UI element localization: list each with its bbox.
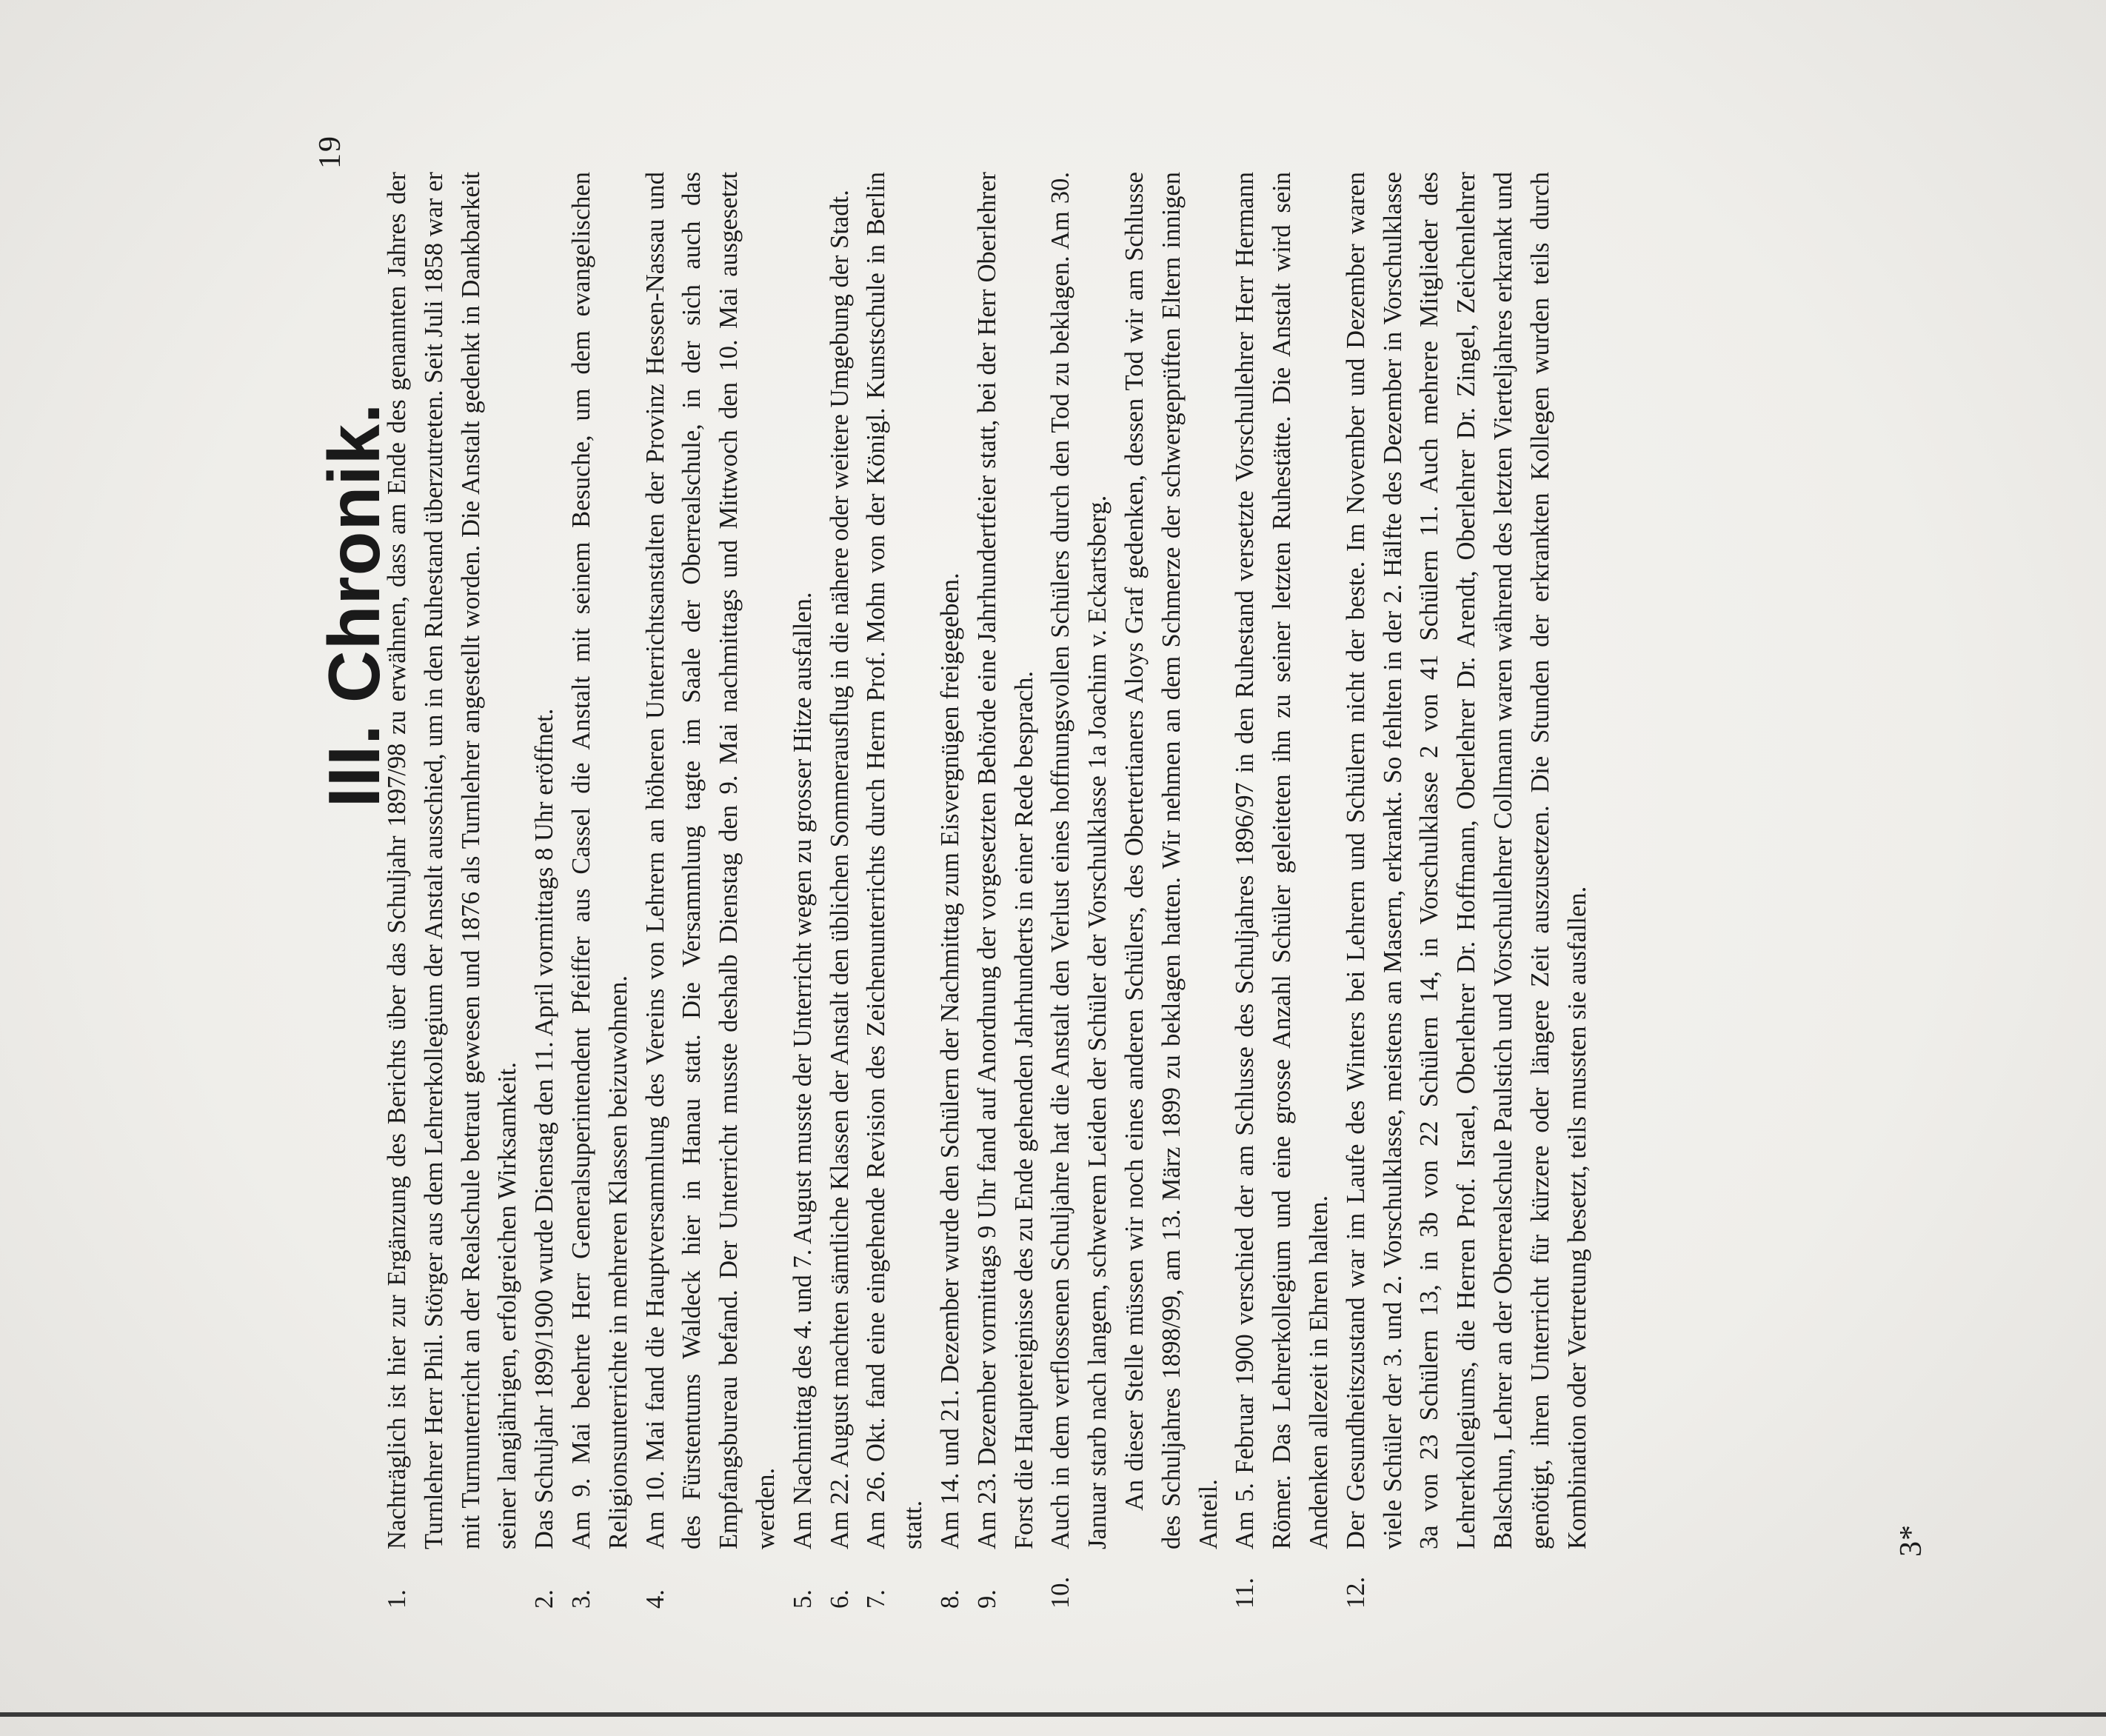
entry-paragraph: Am 5. Februar 1900 verschied der am Schlusse des Schuljahres 1896/97 in den Ruhestand versetzte Vorschullehrer Herr Hermann Römer. Das Lehrerkollegium und eine grosse Anzahl Schüler geleiteten ihn zu seiner letzten Ruhestätte. Die Anstalt wird sein Andenken allezeit in Ehren halten. — [1231, 172, 1333, 1549]
entry-number: 7. — [862, 1589, 891, 1609]
entry-paragraph: Auch in dem verflossenen Schuljahre hat die Anstalt den Verlust eines hoffnungsvollen Schülers durch den Tod zu beklagen. Am 30. Januar starb nach langem, schwerem Leiden der Schüler der Vorschulklasse 1a Joachim v. Eckartsberg. — [1046, 172, 1112, 1549]
chronicle-entry — [932, 172, 969, 1609]
chronicle-entry — [1043, 172, 1227, 1609]
entry-paragraph: Das Schuljahr 1899/1900 wurde Dienstag den 11. April vormittags 8 Uhr eröffnet. — [530, 708, 559, 1549]
entry-paragraph: Am 9. Mai beehrte Herr Generalsuperintendent Pfeiffer aus Cassel die Anstalt mit seinem Besuche, um dem evangelischen Religionsunterrichte in mehreren Klassen beizuwohnen. — [566, 172, 632, 1549]
chronicle-list — [379, 172, 1596, 1609]
chronicle-entry — [822, 172, 859, 1609]
chronicle-entry — [526, 172, 564, 1609]
entry-paragraph: Der Gesundheitszustand war im Laufe des Winters bei Lehrern und Schülern nicht der beste. Im November und Dezember waren viele Schüler der 3. und 2. Vorschulklasse, meistens an Masern, erkrankt. So fehlten in der 2. Hälfte des Dezember in Vorschulklasse 3a von 23 Schülern 13, in 3b von 22 Schülern 14, in Vorschulklasse 2 von 41 Schülern 11. Auch mehrere Mitglieder des Lehrerkollegiums, die Herren Prof. Israel, Oberlehrer Dr. Hoffmann, Oberlehrer Dr. Arendt, Oberlehrer Dr. Zingel, Zeichenlehrer Balschun, Lehrer an der Oberrealschule Paulstich und Vorschullehrer Collmann waren während des letzten Vierteljahres erkrankt und genötigt, ihren Unterricht für kürzere oder längere Zeit auszusetzen. Die Stunden der erkrankten Kollegen wurden teils durch Kombination oder Vertretung besetzt, teils mussten sie ausfallen. — [1341, 172, 1591, 1549]
entry-number: 10. — [1046, 1576, 1075, 1609]
signature-mark: 3* — [1894, 1524, 1928, 1557]
entry-number: 3. — [566, 1589, 595, 1609]
chronicle-entry — [638, 172, 785, 1609]
chapter-title: III. Chronik. — [313, 402, 395, 808]
entry-paragraph: Am 10. Mai fand die Hauptversammlung des Vereins von Lehrern an höheren Unterrichtsanstalten der Provinz Hessen-Nassau und des Fürstentums Waldeck hier in Hanau statt. Die Versammlung tagte im Saale der Oberrealschule, in der sich auch das Empfangsbureau befand. Der Unterricht musste deshalb Dienstag den 9. Mai nachmittags und Mittwoch den 10. Mai ausgesetzt werden. — [641, 172, 780, 1549]
entry-number: 9. — [972, 1589, 1001, 1609]
entry-number: 4. — [641, 1589, 669, 1609]
entry-number: 12. — [1341, 1576, 1370, 1609]
entry-paragraph: An dieser Stelle müssen wir noch eines anderen Schülers, des Obertertianers Aloys Graf gedenken, dessen Tod wir am Schlusse des Schuljahres 1898/99, am 13. März 1899 zu beklagen hatten. Wir nehmen an dem Schmerze der schwergeprüften Eltern innigen Anteil. — [1120, 172, 1223, 1549]
entry-paragraph: Am 23. Dezember vormittags 9 Uhr fand auf Anordnung der vorgesetzten Behörde eine Jahrhundertfeier statt, bei der Herr Oberlehrer Forst die Hauptereignisse des zu Ende gehenden Jahrhunderts in einer Rede besprach. — [972, 172, 1038, 1549]
entry-number: 2. — [530, 1589, 559, 1609]
chronicle-entry — [379, 172, 526, 1609]
chronicle-entry — [858, 172, 932, 1609]
entry-number: 8. — [935, 1589, 964, 1609]
page-number: 19 — [313, 135, 347, 169]
entry-number: 6. — [825, 1589, 854, 1609]
entry-number: 5. — [788, 1589, 817, 1609]
entry-paragraph: Am Nachmittag des 4. und 7. August musste der Unterricht wegen zu grosser Hitze ausfallen. — [788, 592, 817, 1549]
entry-paragraph: Nachträglich ist hier zur Ergänzung des Berichts über das Schuljahr 1897/98 zu erwähnen, dass am Ende des genannten Jahres der Turnlehrer Herr Phil. Störger aus dem Lehrerkollegium der Anstalt ausschied, um in den Ruhestand überzutreten. Seit Juli 1858 war er mit Turnunterricht an der Realschule betraut gewesen und 1876 als Turnlehrer angestellt worden. Die Anstalt gedenkt in Dankbarkeit seiner langjährigen, erfolgreichen Wirksamkeit. — [383, 172, 522, 1549]
chronicle-entry — [564, 172, 638, 1609]
entry-paragraph: Am 22. August machten sämtliche Klassen der Anstalt den üblichen Sommerausflug in die nähere oder weitere Umgebung der Stadt. — [825, 190, 854, 1549]
entry-paragraph: Am 14. und 21. Dezember wurde den Schülern der Nachmittag zum Eisvergnügen freigegeben. — [935, 572, 964, 1549]
entry-paragraph: Am 26. Okt. fand eine eingehende Revision des Zeichenunterrichts durch Herrn Prof. Mohn von der Königl. Kunstschule in Berlin statt. — [862, 172, 928, 1549]
chronicle-entry — [785, 172, 822, 1609]
entry-number: 11. — [1231, 1578, 1260, 1609]
page-edge-shadow — [0, 1712, 2106, 1717]
rotated-page-content — [312, 127, 1928, 1609]
entry-number: 1. — [383, 1589, 411, 1609]
chronicle-entry — [1338, 172, 1597, 1609]
chronicle-entry — [1227, 172, 1337, 1609]
chronicle-entry — [969, 172, 1043, 1609]
